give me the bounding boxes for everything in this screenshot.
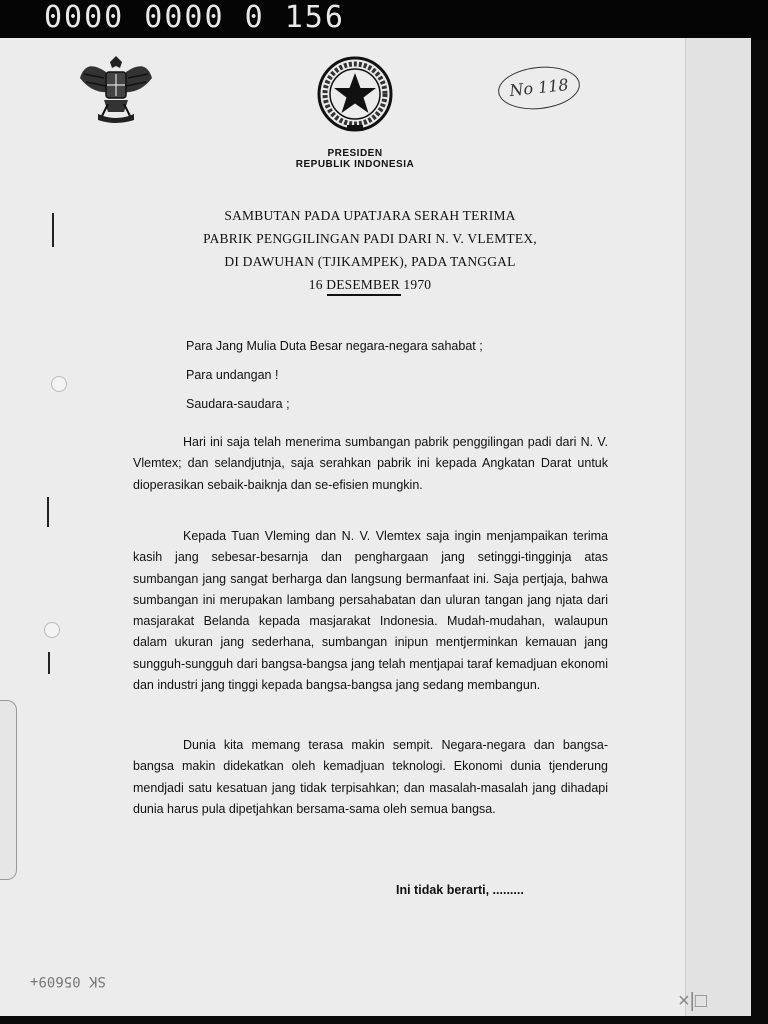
reference-number-stamp: No 118 (496, 63, 582, 113)
microfilm-frame-number: 0000 0000 0 156 (44, 0, 345, 35)
continuation-line: Ini tidak berarti, ......... (396, 883, 524, 897)
office-line-republic: REPUBLIK INDONESIA (295, 159, 415, 170)
corner-mark: ×|□ (678, 990, 707, 1012)
salutation-guests: Para undangan ! (186, 368, 279, 382)
salutation-brothers: Saudara-saudara ; (186, 397, 290, 411)
body-paragraph (133, 526, 608, 696)
title-date: 16 DESEMBER 1970 (308, 277, 432, 292)
speech-title (180, 204, 560, 296)
title-line: SAMBUTAN PADA UPATJARA SERAH TERIMA (224, 208, 516, 223)
margin-mark (48, 652, 50, 674)
body-paragraph (133, 735, 608, 820)
title-underline (327, 294, 401, 296)
office-line-president: PRESIDEN (327, 148, 383, 159)
microfilm-header-bar (0, 0, 768, 40)
paragraph-text: Dunia kita memang terasa makin sempit. Negara-negara dan bangsa-bangsa makin didekatkan oleh kemadjuan teknologi. Ekonomi dunia tjenderung mendjadi satu kesatuan jang tidak terpisahkan; dan masalah-masalah jang dihadapi dunia harus pula dipetjahkan bersama-sama oleh semua bangsa. (133, 738, 608, 816)
page-edge-shadow (685, 38, 751, 1016)
salutation-ambassadors: Para Jang Mulia Duta Besar negara-negara sahabat ; (186, 339, 483, 353)
body-paragraph (133, 432, 608, 496)
paragraph-text: Hari ini saja telah menerima sumbangan pabrik penggilingan padi dari N. V. Vlemtex; dan selandjutnja, saja serahkan pabrik ini kepada Angkatan Darat untuk dioperasikan sebaik-baiknja dan se-efisien mungkin. (133, 435, 608, 492)
punch-hole (44, 622, 60, 638)
margin-mark (47, 497, 49, 527)
margin-mark (52, 213, 54, 247)
office-heading (255, 148, 455, 170)
binder-tab (0, 700, 17, 880)
punch-hole (51, 376, 67, 392)
title-line: DI DAWUHAN (TJIKAMPEK), PADA TANGGAL (224, 254, 516, 269)
presidential-star-seal-icon (314, 53, 396, 135)
title-line: PABRIK PENGGILINGAN PADI DARI N. V. VLEMTEX, (203, 231, 537, 246)
archive-code: SK 05609+ (30, 973, 106, 989)
garuda-emblem-icon (76, 48, 156, 130)
paragraph-text: Kepada Tuan Vleming dan N. V. Vlemtex saja ingin menjampaikan terima kasih jang sebesar-besarnja dan penghargaan jang setinggi-tingginja atas sumbangan jang sangat berharga dan langsung bermanfaat ini. Saja pertjaja, bahwa sumbangan ini merupakan lambang persahabatan dan uluran tangan jang njata dari masjarakat Belanda kepada masjarakat Indonesia. Mudah-mudahan, walaupun dalam ukuran jang sederhana, sumbangan inipun mentjerminkan kemauan jang sungguh-sungguh dari bangsa-bangsa jang telah mentjapai taraf kemadjuan ekonomi dan industri jang tinggi kepada bangsa-bangsa jang sedang membangun. (133, 529, 608, 693)
